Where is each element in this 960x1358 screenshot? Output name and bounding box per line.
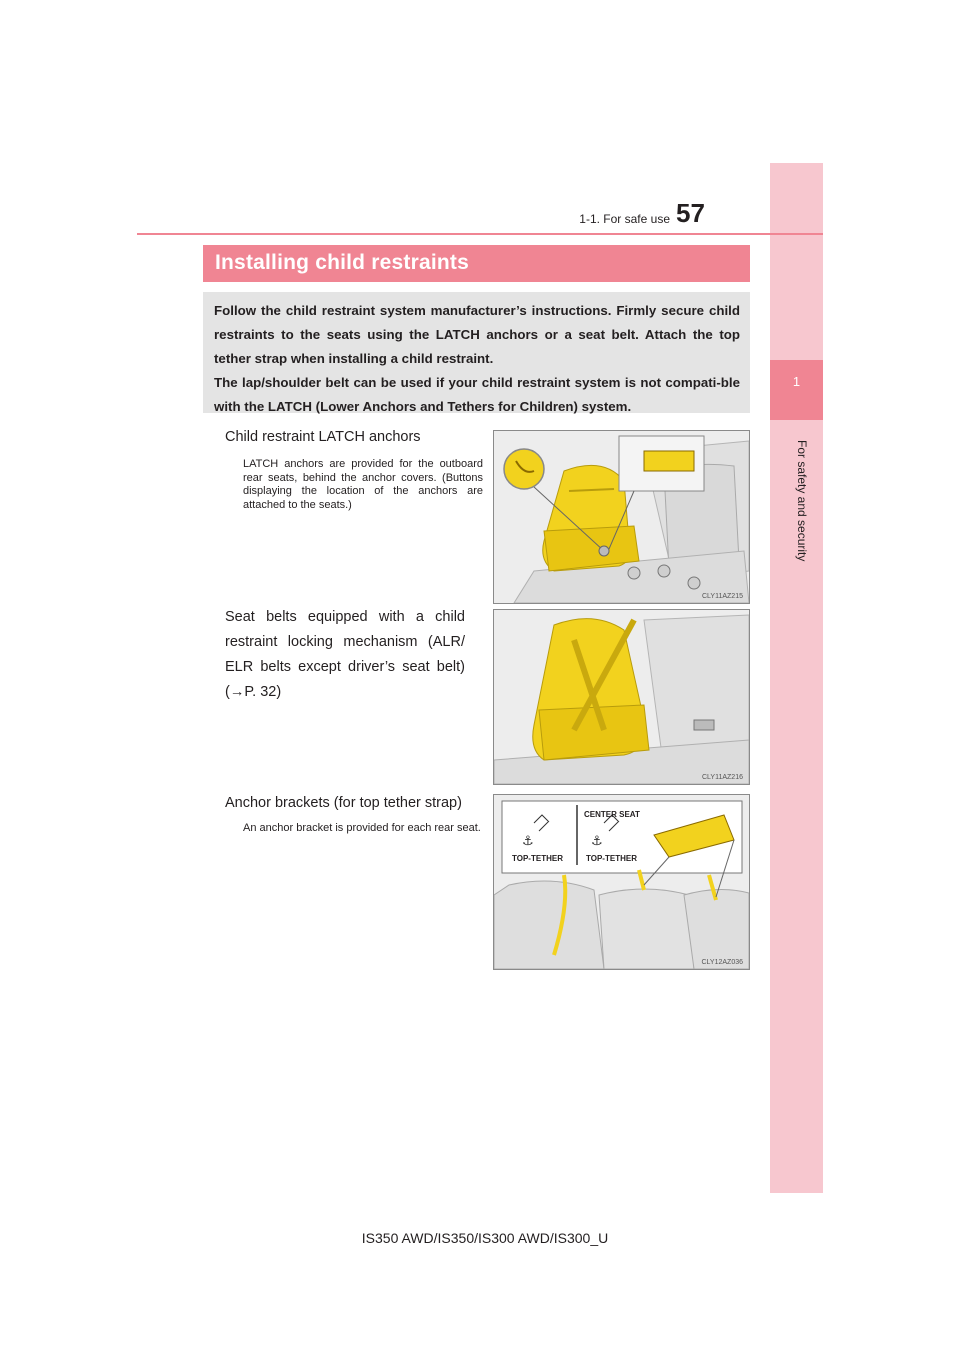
top-tether-label-right: TOP-TETHER [586,854,637,863]
top-tether-label-left: TOP-TETHER [512,854,563,863]
header-rule [137,233,823,235]
figure-seat-belts [493,609,750,785]
anchor-icon: ⚓ [522,834,534,849]
footer-model-code: IS350 AWD/IS350/IS300 AWD/IS300_U [361,1230,609,1246]
anchor-icon: ⚓ [591,834,603,849]
intro-box [203,292,750,413]
figure-code: CLY12AZ036 [701,959,743,966]
item-desc-latch-anchors: LATCH anchors are provided for the outboard rear seats, behind the anchor covers. (Buttons displaying the location of the anchors are attached to the seats.) [243,458,483,511]
page-number: 57 [676,198,705,228]
chapter-label: For safety and security [795,440,809,562]
section-title: Installing child restraints [203,245,750,282]
intro-paragraph-1: Follow the child restraint system manufacturer’s instructions. Firmly secure child restraints to the seats using the LATCH anchors or a seat belt. Attach the top tether strap when installing a child restraint. [214,303,740,366]
intro-paragraph-2: The lap/shoulder belt can be used if your child restraint system is not compati-ble with the LATCH (Lower Anchors and Tethers for Children) system. [214,375,740,414]
figure-code: CLY11AZ215 [702,593,743,600]
chapter-number: 1 [792,374,801,389]
item-title-seat-belts: Seat belts equipped with a child restraint locking mechanism (ALR/ ELR belts except driver’s seat belt) (→P. 32) [225,609,465,700]
chapter-side-tab [770,163,823,1193]
item-desc-anchor-brackets: An anchor bracket is provided for each rear seat. [243,822,481,834]
figure-anchor-brackets [493,794,750,970]
figure-code: CLY11AZ216 [702,774,743,781]
chapter-tab-marker[interactable] [770,360,823,420]
center-seat-label: CENTER SEAT [584,810,640,819]
seat-illustration-tether [494,795,749,969]
seat-illustration-latch [494,431,749,603]
item-title-anchor-brackets: Anchor brackets (for top tether strap) [225,795,462,811]
seat-illustration-belt [494,610,749,784]
header-section-title: 1-1. For safe use [579,212,670,226]
item-title-latch-anchors: Child restraint LATCH anchors [225,429,421,445]
figure-latch-anchors [493,430,750,604]
